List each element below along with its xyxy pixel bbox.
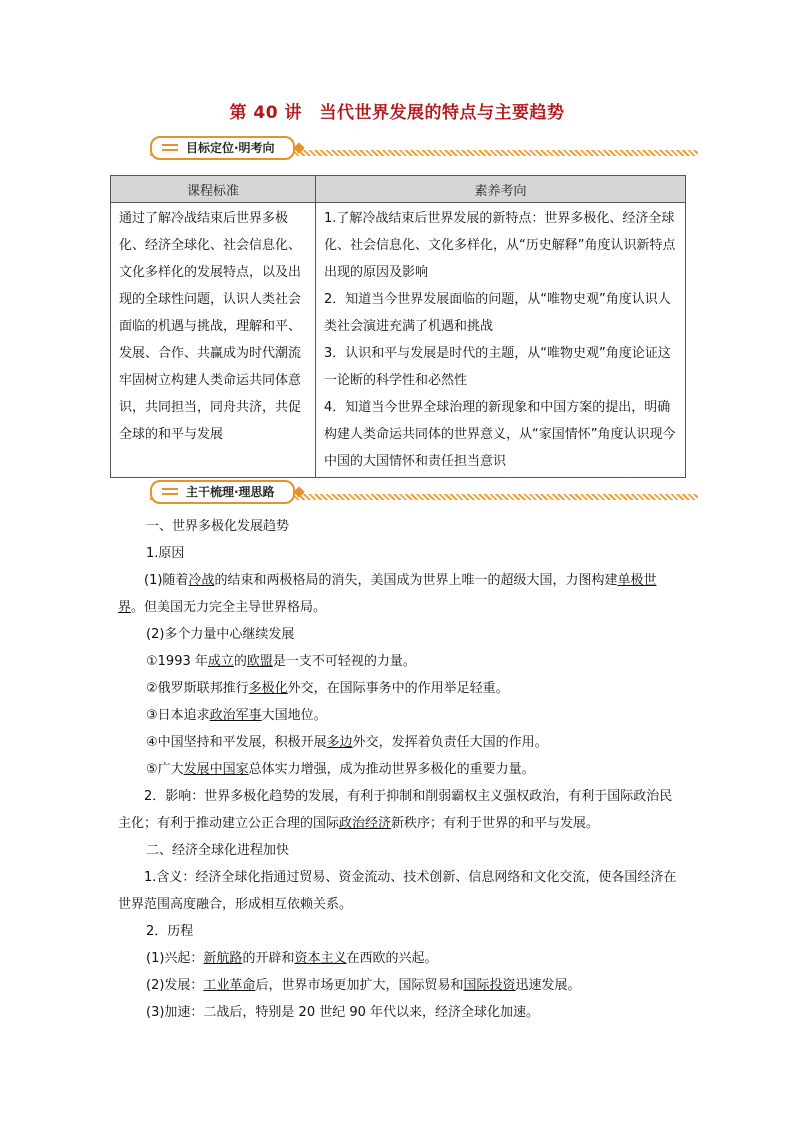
competency-item: 1.了解冷战结束后世界发展的新特点：世界多极化、经济全球化、社会信息化、文化多样化，从“历史解释”角度认识新特点出现的原因及影响	[324, 211, 676, 280]
blank-answer: 工业革命	[203, 978, 256, 993]
list-item	[118, 756, 678, 783]
blank-answer: 成立	[207, 654, 234, 669]
page-title: 第 40 讲 当代世界发展的特点与主要趋势	[229, 103, 565, 123]
blank-answer: 资本主义	[294, 951, 347, 966]
text: 的开辟和	[242, 951, 295, 966]
competency-cell	[316, 203, 686, 478]
list-item	[118, 945, 678, 972]
blank-answer: 欧盟	[246, 654, 273, 669]
blank-answer: 政治军事	[209, 708, 262, 723]
blank-answer: 冷战	[188, 573, 215, 588]
section-heading: 一、世界多极化发展趋势	[146, 519, 290, 534]
section-banner-outline	[150, 480, 698, 504]
text: 是一支不可轻视的力量。	[272, 654, 416, 669]
standards-table	[110, 175, 686, 478]
subheading: 2．历程	[146, 924, 194, 939]
text: 大国地位。	[261, 708, 327, 723]
text: 总体实力增强，成为推动世界多极化的重要力量。	[248, 762, 535, 777]
blank-answer: 新航路	[203, 951, 243, 966]
main-content	[118, 513, 678, 1026]
banner-label: 主干梳理·理思路	[150, 480, 295, 504]
text: (1)随着	[144, 573, 189, 588]
competency-item: 2．知道当今世界发展面临的问题，从“唯物史观”角度认识人类社会演进充满了机遇和挑战	[324, 292, 671, 334]
text: (2)发展：	[146, 978, 204, 993]
text: 在西欧的兴起。	[346, 951, 438, 966]
text: 外交，在国际事务中的作用举足轻重。	[287, 681, 509, 696]
list-item	[118, 648, 678, 675]
blank-answer: 多边	[326, 735, 353, 750]
banner-label: 目标定位·明考向	[150, 136, 295, 160]
table-header-competency: 素养考向	[316, 176, 686, 203]
list-item	[118, 729, 678, 756]
text: ③日本追求	[146, 708, 210, 723]
text: 外交，发挥着负责任大国的作用。	[352, 735, 548, 750]
section-banner-goals	[150, 136, 698, 160]
text: 的	[233, 654, 247, 669]
paragraph	[118, 783, 678, 837]
paragraph: 1.含义：经济全球化指通过贸易、资金流动、技术创新、信息网络和文化交流，使各国经济在世界范围高度融合，形成相互依赖关系。	[118, 870, 677, 912]
list-item: (3)加速：二战后，特别是 20 世纪 90 年代以来，经济全球化加速。	[146, 1005, 540, 1020]
text: ②俄罗斯联邦推行	[146, 681, 249, 696]
subheading: 1.原因	[146, 546, 185, 561]
blank-answer: 单极世界	[118, 573, 657, 615]
list-item	[118, 675, 678, 702]
blank-answer: 多极化	[248, 681, 288, 696]
table-header-curriculum: 课程标准	[111, 176, 316, 203]
competency-item: 3．认识和平与发展是时代的主题，从“唯物史观”角度论证这一论断的科学性和必然性	[324, 346, 671, 388]
text: 迅速发展。	[515, 978, 581, 993]
text: 后，世界市场更加扩大，国际贸易和	[255, 978, 464, 993]
table-header-row	[111, 176, 686, 203]
list-item	[118, 702, 678, 729]
text: ①1993 年	[146, 654, 208, 669]
competency-item: 4．知道当今世界全球治理的新现象和中国方案的提出，明确构建人类命运共同体的世界意义，从“家国情怀”角度认识现今中国的大国情怀和责任担当意识	[324, 400, 676, 469]
text: ④中国坚持和平发展，积极开展	[146, 735, 327, 750]
text: 。但美国无力完全主导世界格局。	[131, 600, 327, 615]
curriculum-standard-cell: 通过了解冷战结束后世界多极化、经济全球化、社会信息化、文化多样化的发展特点，以及出现的全球性问题，认识人类社会面临的机遇与挑战，理解和平、发展、合作、共赢成为时代潮流牢固树立构建人类命运共同体意识，共同担当，同舟共济，共促全球的和平与发展	[111, 203, 316, 478]
text: 的结束和两极格局的消失，美国成为世界上唯一的超级大国，力图构建	[214, 573, 618, 588]
subheading: (2)多个力量中心继续发展	[146, 627, 295, 642]
list-item	[118, 972, 678, 999]
text: 新秩序；有利于世界的和平与发展。	[391, 816, 600, 831]
paragraph	[118, 567, 678, 621]
text: (1)兴起：	[146, 951, 204, 966]
text: ⑤广大	[146, 762, 184, 777]
text: 2．影响：世界多极化趋势的发展，有利于抑制和削弱霸权主义强权政治，有利于国际政治民主化；有利于推动建立公正合理的国际	[118, 789, 673, 831]
table-row	[111, 203, 686, 478]
blank-answer: 政治经济	[339, 816, 392, 831]
blank-answer: 发展中国家	[183, 762, 249, 777]
section-heading: 二、经济全球化进程加快	[146, 843, 290, 858]
blank-answer: 国际投资	[463, 978, 516, 993]
